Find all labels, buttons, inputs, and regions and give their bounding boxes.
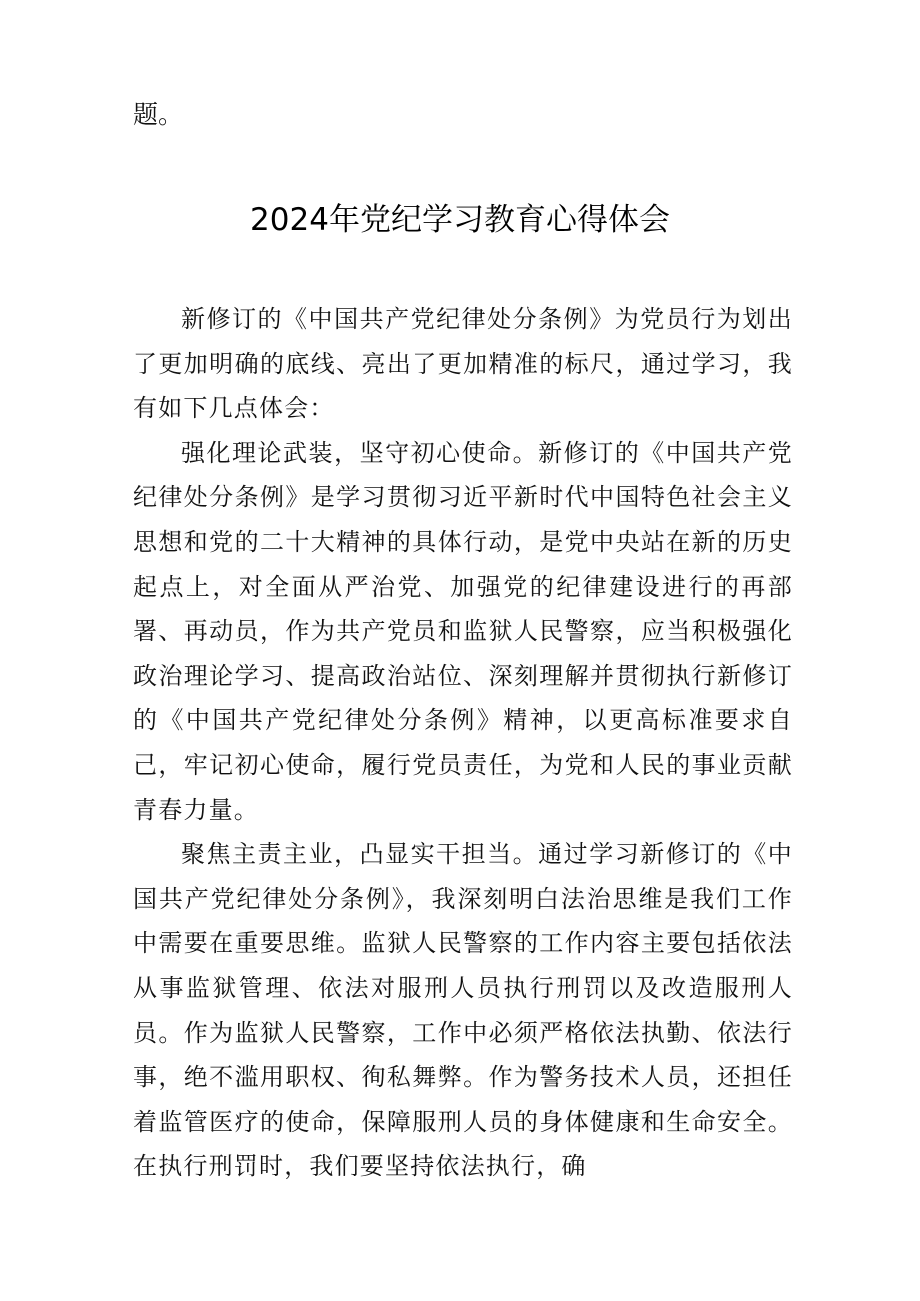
paragraph-theory: 强化理论武装，坚守初心使命。新修订的《中国共产党纪律处分条例》是学习贯彻习近平新时代中国特色社会主义思想和党的二十大精神的具体行动，是党中央站在新的历史起点上，对全面从严治党、加强党的纪律建设进行的再部署、再动员，作为共产党员和监狱人民警察，应当积极强化政治理论学习、提高政治站位、深刻理解并贯彻执行新修订的《中国共产党纪律处分条例》精神，以更高标准要求自己，牢记初心使命，履行党员责任，为党和人民的事业贡献青春力量。 bbox=[133, 438, 793, 824]
document-title: 2024年党纪学习教育心得体会 bbox=[250, 202, 670, 238]
previous-page-fragment: 题。 bbox=[133, 100, 184, 129]
paragraph-duty: 聚焦主责主业，凸显实干担当。通过学习新修订的《中国共产党纪律处分条例》，我深刻明白法治思维是我们工作中需要在重要思维。监狱人民警察的工作内容主要包括依法从事监狱管理、依法对服刑人员执行刑罚以及改造服刑人员。作为监狱人民警察，工作中必须严格依法执勤、依法行事，绝不滥用职权、徇私舞弊。作为警务技术人员，还担任着监管医疗的使命，保障服刑人员的身体健康和生命安全。在执行刑罚时，我们要坚持依法执行，确 bbox=[133, 840, 793, 1181]
paragraph-intro: 新修订的《中国共产党纪律处分条例》为党员行为划出了更加明确的底线、亮出了更加精准的标尺，通过学习，我有如下几点体会： bbox=[133, 305, 793, 423]
document-body bbox=[133, 297, 793, 1189]
